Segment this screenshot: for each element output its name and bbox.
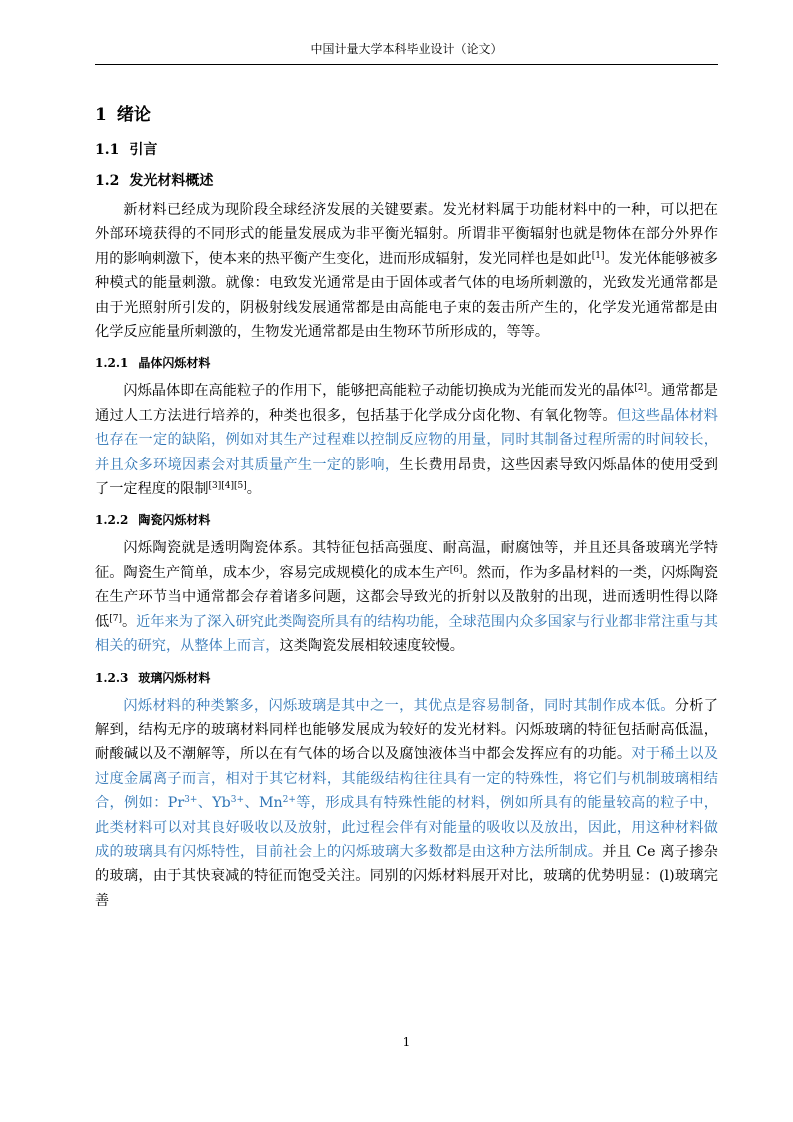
paragraph-luminescent-overview	[95, 198, 718, 344]
text-run: 并且 Ce 离子掺杂的玻璃，由于其快衰减的特征而饱受关注。同别的闪烁材料展开对比，玻璃的优势明显：(l)玻璃完善	[95, 843, 718, 909]
document-body	[95, 101, 718, 913]
page-header: 中国计量大学本科毕业设计（论文）	[310, 42, 503, 56]
text-run: 这类陶瓷发展相较速度较慢。	[279, 638, 464, 655]
section-heading-1-1	[95, 140, 718, 160]
text-run: 。	[246, 481, 261, 498]
subsection-heading-1-2-1	[95, 354, 718, 372]
subsection-heading-1-2-3	[95, 669, 718, 687]
highlighted-text: 、Yb	[197, 795, 231, 812]
ion-charge: 3+	[230, 795, 245, 806]
text-run: 新材料已经成为现阶段全球经济发展的关键要素。发光材料属于功能材料中的一种，可以把在外部环境获得的不同形式的能量发展成为非平衡光辐射。所谓非平衡辐射也就是物体在部分外界作用的影响刺激下，使本来的热平衡产生变化，进而形成辐射，发光同样也是如此	[95, 202, 718, 267]
paragraph-ceramic-scintillator	[95, 536, 718, 658]
highlighted-text: 、Mn	[244, 795, 283, 812]
subsection-number: 1.2.3	[95, 670, 129, 685]
chapter-title: 绪论	[116, 105, 151, 125]
header-rule	[95, 64, 718, 65]
text-run: 。	[121, 613, 137, 630]
highlighted-text: 对于稀土以及过度金属离子而言，相对于其它材料，其能级结构往往具有一定的特殊性，将它们与机制玻璃相结合，例如：Pr	[95, 746, 718, 812]
text-run: 生长费用昂贵，这些因素导致闪烁晶体的使用受到了一定程度的限制	[95, 456, 718, 498]
citation: [1]	[591, 250, 605, 261]
ion-charge: 2+	[282, 795, 296, 806]
highlighted-text: 等，形成具有特殊性能的材料，例如所具有的能量较高的粒子中，此类材料可以对其良好吸收以及放射，此过程会伴有对能量的吸收以及放出，因此，用这种材料做成的玻璃具有闪烁特性，目前社会上的闪烁玻璃大多数都是由这种方法所制成。	[95, 795, 718, 860]
paragraph-crystal-scintillator	[95, 379, 718, 501]
highlighted-text: 但这些晶体材料也存在一定的缺陷，例如对其生产过程难以控制反应物的用量，同时其制备过程所需的时间较长，并且众多环境因素会对其质量产生一定的影响，	[95, 407, 718, 473]
section-number: 1.2	[95, 173, 120, 189]
ion-charge: 3+	[184, 795, 198, 806]
text-run: 闪烁晶体即在高能粒子的作用下，能够把高能粒子动能切换成为光能而发光的晶体	[123, 383, 635, 400]
subsection-title: 陶瓷闪烁材料	[138, 513, 211, 528]
text-run: 。然而，作为多晶材料的一类，闪烁陶瓷在生产环节当中通常都会存着诸多问题，这都会导致光的折射以及散射的出现，进而透明性得以降低	[95, 564, 718, 630]
highlighted-text: 闪烁材料的种类繁多，闪烁玻璃是其中之一，其优点是容易制备，同时其制作成本低。	[123, 697, 675, 714]
section-heading-1-2	[95, 171, 718, 191]
subsection-number: 1.2.2	[95, 513, 129, 528]
text-run: 。通常都是通过人工方法进行培养的，种类也很多，包括基于化学成分卤化物、有氧化物等。	[95, 383, 718, 424]
subsection-title: 晶体闪烁材料	[138, 356, 211, 371]
citation: [6]	[449, 564, 463, 575]
highlighted-text: 近年来为了深入研究此类陶瓷所具有的结构功能，全球范围内众多国家与行业都非常注重与其相关的研究，从整体上而言，	[95, 613, 718, 655]
page-number: 1	[402, 1035, 411, 1049]
subsection-number: 1.2.1	[95, 356, 129, 371]
text-run: 闪烁陶瓷就是透明陶瓷体系。其特征包括高强度、耐高温，耐腐蚀等，并且还具备玻璃光学特征。陶瓷生产简单，成本少，容易完成规模化的成本生产	[95, 540, 718, 581]
citation: [2]	[634, 383, 648, 394]
subsection-title: 玻璃闪烁材料	[138, 670, 211, 685]
section-title: 引言	[129, 142, 158, 158]
text-run: 分析了解到，结构无序的玻璃材料同样也能够发展成为较好的发光材料。闪烁玻璃的特征包括耐高低温，耐酸碱以及不潮解等，所以在有气体的场合以及腐蚀液体当中都会发挥应有的功能。	[95, 697, 718, 763]
section-number: 1.1	[95, 142, 120, 158]
subsection-heading-1-2-2	[95, 511, 718, 529]
section-title: 发光材料概述	[129, 173, 214, 189]
paragraph-glass-scintillator	[95, 694, 718, 914]
chapter-heading	[95, 101, 718, 129]
text-run: 。发光体能够被多种模式的能量刺激。就像：电致发光通常是由于固体或者气体的电场所刺激的，光致发光通常都是由于光照射所引发的，阴极射线发展通常都是由高能电子束的轰击所产生的，化学发光通常都是由化学反应能量所刺激的，生物发光通常都是由生物环节所形成的，等等。	[95, 250, 718, 341]
chapter-number: 1	[95, 105, 107, 125]
citation: [3][4][5]	[208, 481, 247, 492]
citation: [7]	[109, 613, 122, 624]
